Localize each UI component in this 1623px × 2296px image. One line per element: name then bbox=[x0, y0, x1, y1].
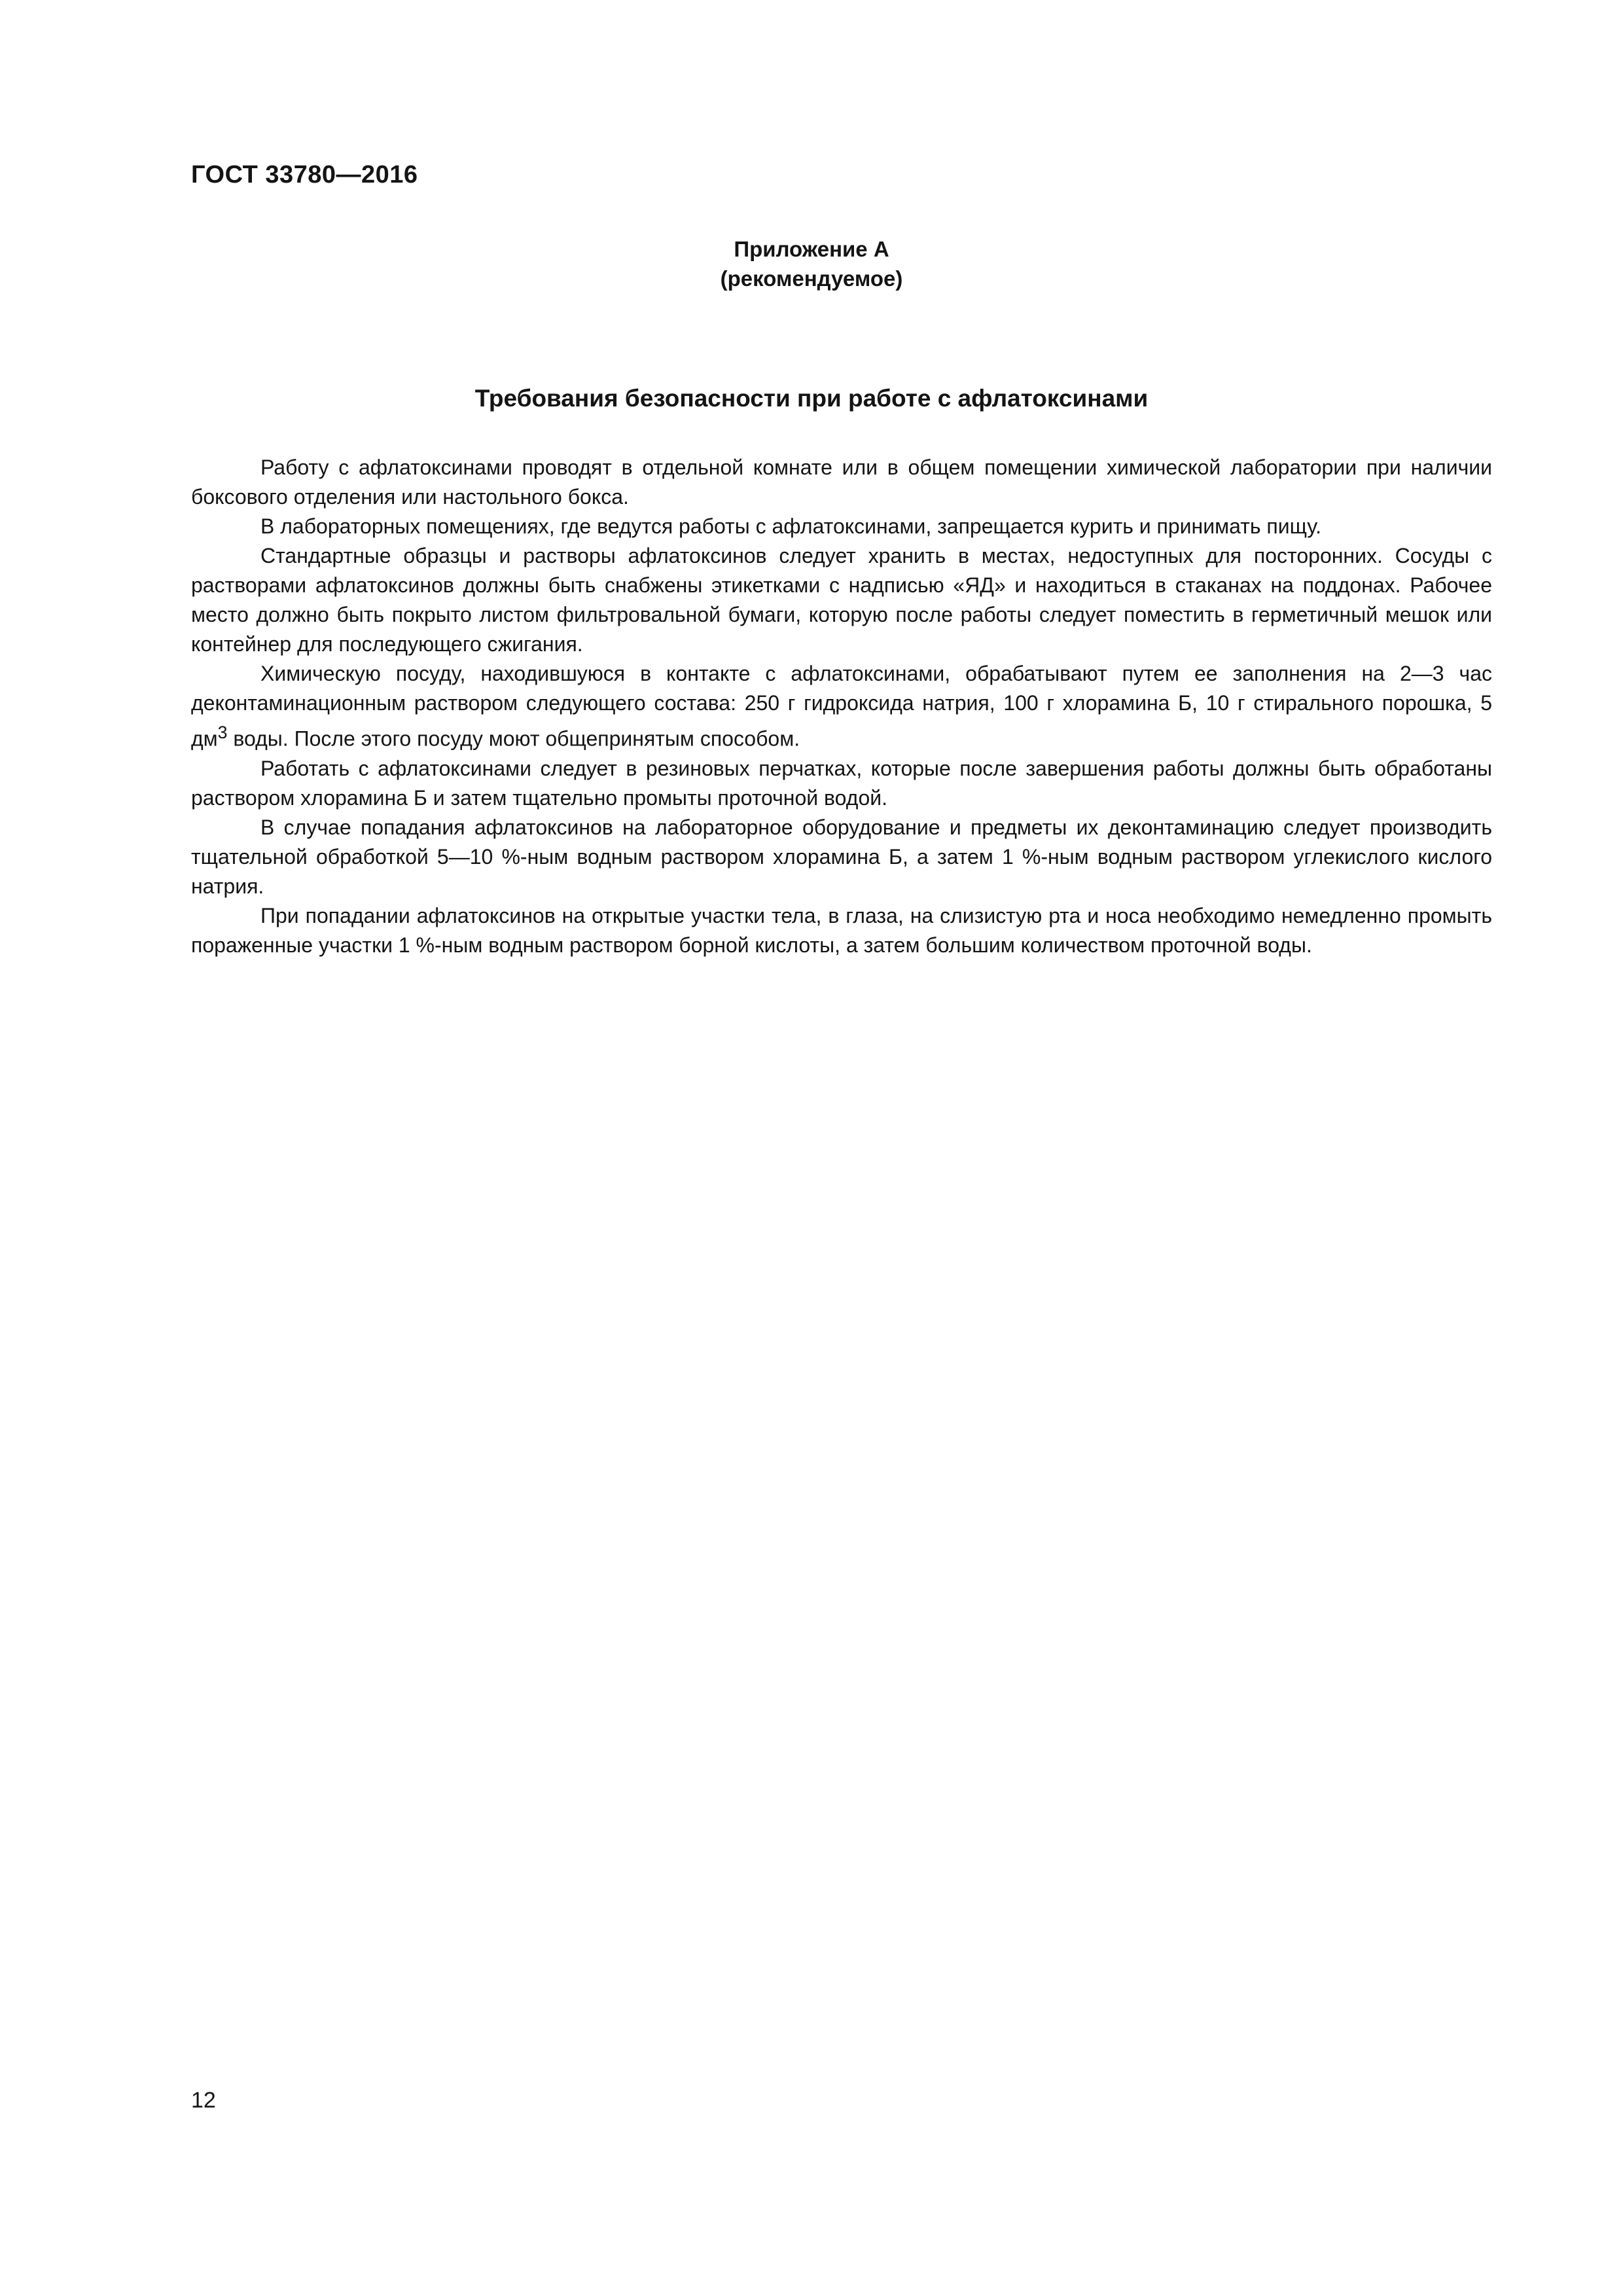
paragraph-text: Химическую посуду, находившуюся в контакте с афлатоксинами, обрабатывают путем ее заполнения на 2—3 час деконтаминационным раствором следующего состава: 250 г гидроксида натрия, 100 г хлорамина Б, 10 г стирального порошка, 5 дм bbox=[191, 662, 1492, 751]
appendix-subtitle: (рекомендуемое) bbox=[720, 266, 903, 291]
section-title: Требования безопасности при работе с афлатоксинами bbox=[474, 385, 1149, 412]
paragraph: Работать с афлатоксинами следует в резиновых перчатках, которые после завершения работы должны быть обработаны раствором хлорамина Б и затем тщательно промыты проточной водой. bbox=[191, 756, 1492, 810]
appendix-heading bbox=[0, 234, 1623, 293]
appendix-title: Приложение А bbox=[734, 237, 889, 261]
paragraph: Работу с афлатоксинами проводят в отдельной комнате или в общем помещении химической лаборатории при наличии боксового отделения или настольного бокса. bbox=[191, 456, 1492, 509]
body-text bbox=[191, 453, 1492, 960]
superscript: 3 bbox=[217, 723, 228, 742]
page-number: 12 bbox=[191, 2088, 216, 2113]
paragraph: В лабораторных помещениях, где ведутся работы с афлатоксинами, запрещается курить и принимать пищу. bbox=[260, 514, 1321, 538]
paragraph: При попадании афлатоксинов на открытые участки тела, в глаза, на слизистую рта и носа необходимо немедленно промыть пораженные участки 1 %-ным водным раствором борной кислоты, а затем большим количеством проточной воды. bbox=[191, 903, 1492, 957]
paragraph-text: воды. После этого посуду моют общепринятым способом. bbox=[227, 726, 800, 751]
paragraph bbox=[191, 659, 1492, 754]
paragraph: В случае попадания афлатоксинов на лабораторное оборудование и предметы их деконтаминацию следует производить тщательной обработкой 5—10 %-ным водным раствором хлорамина Б, а затем 1 %-ным водным раствором углекислого кислого натрия. bbox=[191, 815, 1492, 898]
paragraph: Стандартные образцы и растворы афлатоксинов следует хранить в местах, недоступных для посторонних. Сосуды с растворами афлатоксинов должны быть снабжены этикетками с надписью «ЯД» и находиться в стаканах на поддонах. Рабочее место должно быть покрыто листом фильтровальной бумаги, которую после работы следует поместить в герметичный мешок или контейнер для последующего сжигания. bbox=[191, 544, 1492, 656]
document-code: ГОСТ 33780—2016 bbox=[191, 161, 418, 188]
